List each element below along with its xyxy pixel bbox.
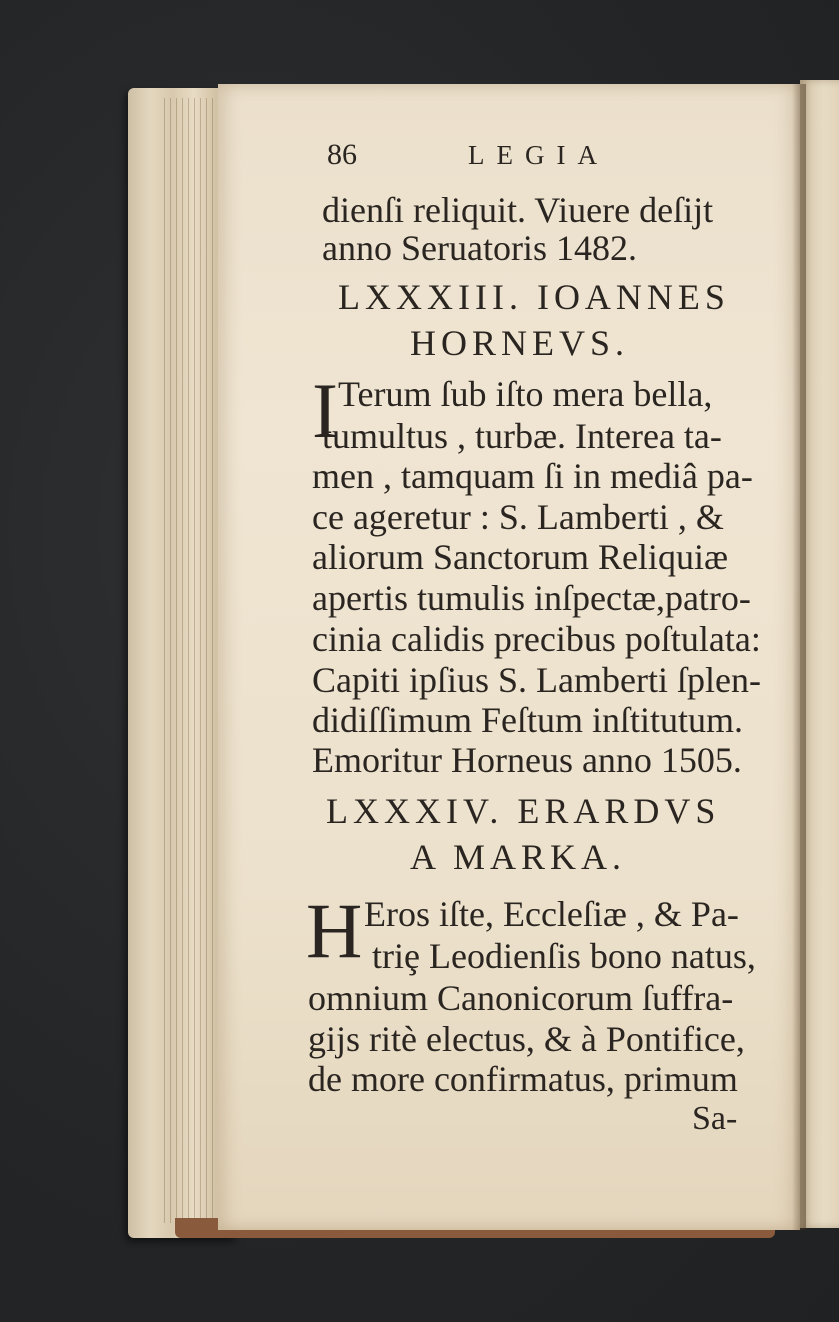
text-line: omnium Canonicorum ſuffra-	[308, 978, 734, 1018]
running-title: LEGIA	[468, 140, 609, 170]
text-line: dienſi reliquit. Viuere deſijt	[322, 190, 714, 230]
text-line: ce ageretur : S. Lamberti , &	[312, 497, 724, 537]
text-line: cinia calidis precibus poſtulata:	[312, 619, 761, 659]
drop-cap: H	[306, 887, 363, 974]
text-line: Capiti ipſius S. Lamberti ſplen-	[312, 660, 761, 700]
section-heading: LXXXIII. IOANNES	[338, 277, 730, 317]
text-line: de more confirmatus, primum	[308, 1059, 738, 1099]
section-heading: HORNEVS.	[410, 323, 630, 363]
catchword: Sa-	[692, 1100, 738, 1137]
section-heading: LXXXIV. ERARDVS	[326, 791, 721, 831]
text-line: men , tamquam ſi in mediâ pa-	[312, 456, 753, 496]
text-line: aliorum Sanctorum Reliquiæ	[312, 537, 728, 577]
text-line: Eros iſte, Eccleſiæ , & Pa-	[364, 894, 739, 934]
text-line: triȩ Leodienſis bono natus,	[372, 936, 756, 976]
page-number: 86	[327, 138, 357, 171]
text-line: tumultus , turbæ. Interea ta-	[322, 416, 722, 456]
section-heading: A MARKA.	[410, 837, 627, 877]
text-line: Terum ſub iſto mera bella,	[338, 374, 713, 414]
text-line: apertis tumulis inſpectæ,patro-	[312, 578, 751, 618]
gutter-shadow	[792, 84, 806, 1230]
text-line: Emoritur Horneus anno 1505.	[312, 740, 742, 780]
drop-cap: I	[312, 367, 338, 454]
text-line: anno Seruatoris 1482.	[322, 228, 637, 268]
text-line: gijs ritè electus, & à Pontifice,	[308, 1019, 745, 1059]
text-line: didiſſimum Feſtum inſtitutum.	[312, 700, 744, 740]
